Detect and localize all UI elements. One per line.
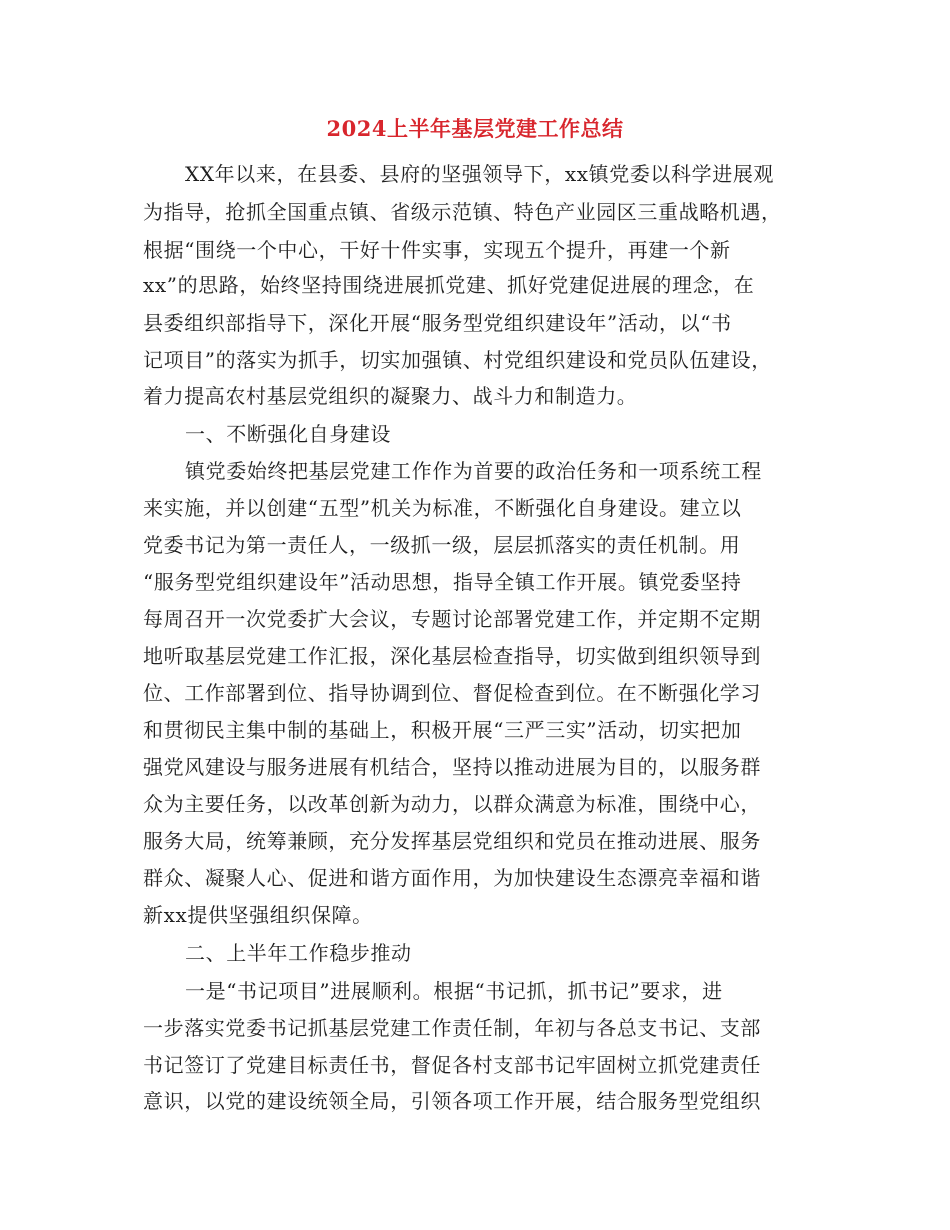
paragraph-1-line-1: XX年以来，在县委、县府的坚强领导下，xx镇党委以科学进展观 [185, 162, 775, 186]
paragraph-1-line-7: 着力提高农村基层党组织的凝聚力、战斗力和制造力。 [143, 384, 638, 408]
paragraph-2-line-13: 新xx提供坚强组织保障。 [143, 903, 373, 927]
paragraph-2-line-2: 来实施，并以创建“五型”机关为标准，不断强化自身建设。建立以 [143, 496, 742, 520]
paragraph-1-line-4: xx”的思路，始终坚持围绕进展抓党建、抓好党建促进展的理念，在 [143, 273, 755, 297]
paragraph-2-line-10: 众为主要任务，以改革创新为动力，以群众满意为标准，围绕中心， [143, 792, 761, 816]
paragraph-2-line-12: 群众、凝聚人心、促进和谐方面作用，为加快建设生态漂亮幸福和谐 [143, 866, 761, 890]
paragraph-2-line-8: 和贯彻民主集中制的基础上，积极开展“三严三实”活动，切实把加 [143, 718, 742, 742]
paragraph-1-line-2: 为指导，抢抓全国重点镇、省级示范镇、特色产业园区三重战略机遇， [143, 200, 782, 224]
paragraph-3-line-1: 一是“书记项目”进展顺利。根据“书记抓，抓书记”要求，进 [185, 979, 723, 1003]
paragraph-1-line-6: 记项目”的落实为抓手，切实加强镇、村党组织建设和党员队伍建设， [143, 348, 772, 372]
paragraph-2-line-5: 每周召开一次党委扩大会议，专题讨论部署党建工作，并定期不定期 [143, 607, 761, 631]
paragraph-3-line-4: 意识，以党的建设统领全局，引领各项工作开展，结合服务型党组织 [143, 1089, 761, 1113]
document-title: 2024上半年基层党建工作总结 [326, 116, 624, 141]
paragraph-2-line-9: 强党风建设与服务进展有机结合，坚持以推动进展为目的，以服务群 [143, 755, 761, 779]
paragraph-3-line-3: 书记签订了党建目标责任书，督促各村支部书记牢固树立抓党建责任 [143, 1053, 761, 1077]
paragraph-2-line-1: 镇党委始终把基层党建工作作为首要的政治任务和一项系统工程 [185, 459, 762, 483]
paragraph-1-line-5: 县委组织部指导下，深化开展“服务型党组织建设年”活动，以“书 [143, 311, 732, 335]
paragraph-2-line-3: 党委书记为第一责任人，一级抓一级，层层抓落实的责任机制。用 [143, 533, 741, 557]
paragraph-2-line-11: 服务大局，统筹兼顾，充分发挥基层党组织和党员在推动进展、服务 [143, 829, 761, 853]
paragraph-2-line-4: “服务型党组织建设年”活动思想，指导全镇工作开展。镇党委坚持 [143, 570, 742, 594]
paragraph-1-line-3: 根据“围绕一个中心，干好十件实事，实现五个提升，再建一个新 [143, 238, 731, 262]
section-heading-1: 一、不断强化自身建设 [185, 422, 391, 446]
paragraph-2-line-7: 位、工作部署到位、指导协调到位、督促检查到位。在不断强化学习 [143, 681, 761, 705]
paragraph-2-line-6: 地听取基层党建工作汇报，深化基层检查指导，切实做到组织领导到 [143, 644, 761, 668]
paragraph-3-line-2: 一步落实党委书记抓基层党建工作责任制，年初与各总支书记、支部 [143, 1016, 761, 1040]
section-heading-2: 二、上半年工作稳步推动 [185, 941, 412, 965]
